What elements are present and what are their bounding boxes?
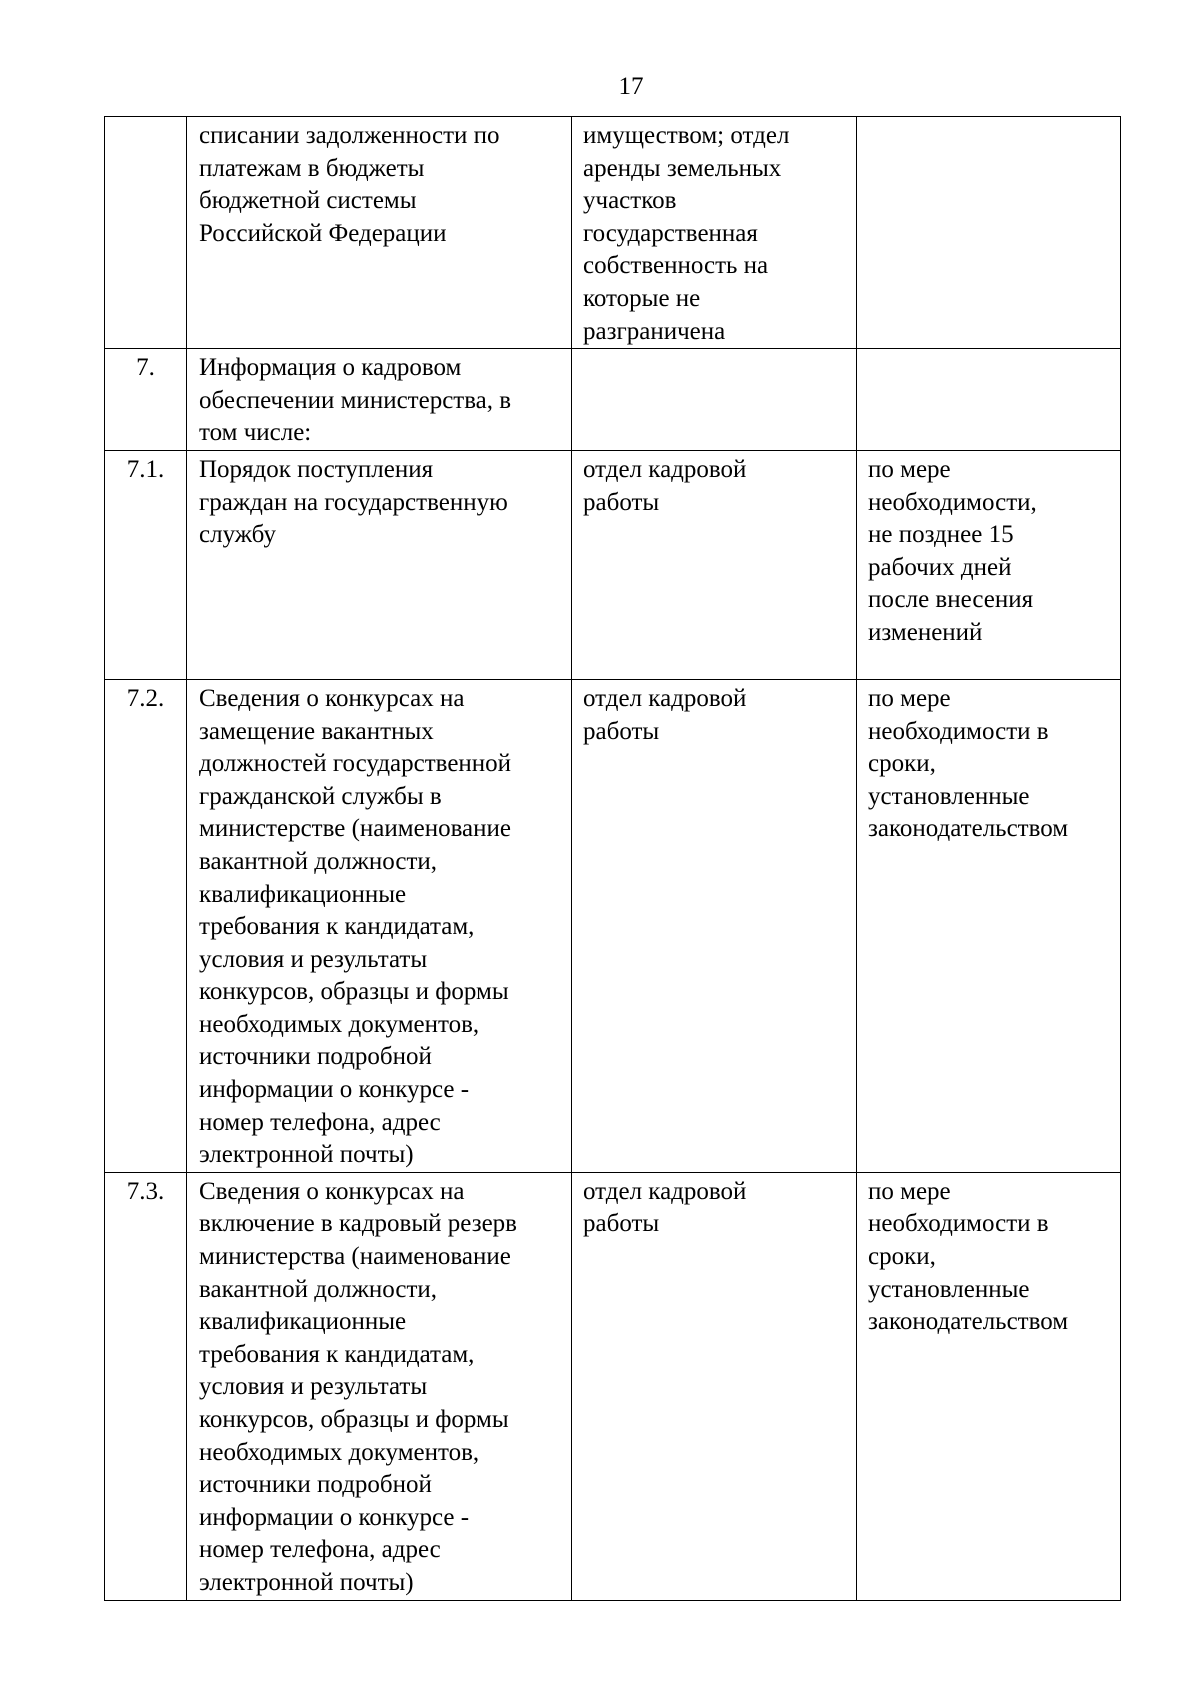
text-line: законодательством	[868, 815, 1069, 843]
text-line: рабочих дней	[868, 553, 1012, 581]
text-line: номер телефона, адрес	[199, 1108, 441, 1136]
row-number: 7.3.	[105, 1172, 187, 1600]
text-line: номер телефона, адрес	[199, 1536, 441, 1564]
text-line: требования к кандидатам,	[199, 1340, 475, 1368]
text-line: которые не	[583, 284, 701, 312]
text-line: имуществом; отдел	[583, 122, 790, 149]
text-line: платежам в бюджеты	[199, 154, 425, 182]
text-line: граждан на государственную	[199, 488, 508, 516]
text-line: гражданской службы в	[199, 782, 442, 810]
text-line: работы	[583, 488, 660, 516]
row-number: 7.2.	[105, 679, 187, 1172]
row-number: 7.	[105, 349, 187, 451]
responsible-cell	[572, 117, 857, 349]
text-line: условия и результаты	[199, 945, 428, 973]
text-line: государственная	[583, 219, 758, 247]
responsible-cell	[572, 1172, 857, 1600]
text-line: Сведения о конкурсах на	[199, 684, 465, 712]
text-line: установленные	[868, 782, 1030, 810]
text-line: том числе:	[199, 419, 312, 447]
text-line: отдел кадровой	[583, 455, 747, 483]
text-line: не позднее 15	[868, 521, 1014, 549]
responsible-cell	[572, 450, 857, 679]
info-cell	[187, 450, 572, 679]
text-line: электронной почты)	[199, 1141, 414, 1169]
text-line: списании задолженности по	[199, 122, 500, 149]
table-row	[105, 117, 1121, 349]
text-line: замещение вакантных	[199, 717, 434, 745]
text-line: должностей государственной	[199, 750, 512, 778]
deadline-cell	[857, 117, 1121, 349]
text-line: необходимости в	[868, 1210, 1049, 1238]
text-line: необходимости в	[868, 717, 1049, 745]
text-line: обеспечении министерства, в	[199, 386, 512, 414]
text-line: условия и результаты	[199, 1373, 428, 1401]
table-row	[105, 450, 1121, 679]
text-line: по мере	[868, 684, 951, 712]
row-number: 7.1.	[105, 450, 187, 679]
text-line: аренды земельных	[583, 154, 782, 182]
table-row	[105, 349, 1121, 451]
text-line: необходимых документов,	[199, 1438, 480, 1466]
table-row	[105, 679, 1121, 1172]
text-line: Порядок поступления	[199, 455, 434, 483]
info-cell	[187, 1172, 572, 1600]
text-line: сроки,	[868, 1243, 936, 1271]
row-number	[105, 117, 187, 349]
deadline-cell	[857, 450, 1121, 679]
info-cell	[187, 117, 572, 349]
text-line: по мере	[868, 1177, 951, 1205]
text-line: источники подробной	[199, 1043, 432, 1071]
text-line: участков	[583, 187, 677, 215]
info-cell	[187, 349, 572, 451]
text-line: Сведения о конкурсах на	[199, 1177, 465, 1205]
text-line: необходимости,	[868, 488, 1037, 516]
text-line: источники подробной	[199, 1471, 432, 1499]
text-line: квалификационные	[199, 1308, 407, 1336]
responsible-cell	[572, 349, 857, 451]
text-line: информации о конкурсе -	[199, 1503, 470, 1531]
text-line: необходимых документов,	[199, 1010, 480, 1038]
information-table	[104, 116, 1121, 1601]
text-line: министерстве (наименование	[199, 815, 511, 843]
text-line: вакантной должности,	[199, 1275, 438, 1303]
text-line: информации о конкурсе -	[199, 1076, 470, 1104]
text-line: изменений	[868, 618, 983, 646]
text-line: конкурсов, образцы и формы	[199, 1406, 509, 1433]
text-line: министерства (наименование	[199, 1243, 511, 1271]
deadline-cell	[857, 679, 1121, 1172]
text-line: требования к кандидатам,	[199, 913, 475, 941]
text-line: законодательством	[868, 1308, 1069, 1336]
text-line: службу	[199, 521, 276, 549]
page-number: 17	[618, 73, 644, 100]
text-line: отдел кадровой	[583, 1177, 747, 1205]
text-line: по мере	[868, 455, 951, 483]
text-line: вакантной должности,	[199, 847, 438, 875]
text-line: отдел кадровой	[583, 684, 747, 712]
text-line: конкурсов, образцы и формы	[199, 978, 509, 1006]
text-line: собственность на	[583, 252, 769, 280]
text-line: бюджетной системы	[199, 187, 417, 215]
text-line: разграничена	[583, 317, 726, 345]
text-line: Информация о кадровом	[199, 354, 462, 382]
text-line: установленные	[868, 1275, 1030, 1303]
text-line: сроки,	[868, 750, 936, 778]
text-line: электронной почты)	[199, 1568, 414, 1596]
text-line: работы	[583, 1210, 660, 1238]
responsible-cell	[572, 679, 857, 1172]
info-cell	[187, 679, 572, 1172]
text-line: квалификационные	[199, 880, 407, 908]
text-line: включение в кадровый резерв	[199, 1210, 517, 1238]
deadline-cell	[857, 349, 1121, 451]
text-line: Российской Федерации	[199, 219, 447, 247]
deadline-cell	[857, 1172, 1121, 1600]
table-row	[105, 1172, 1121, 1600]
text-line: работы	[583, 717, 660, 745]
text-line: после внесения	[868, 586, 1034, 614]
